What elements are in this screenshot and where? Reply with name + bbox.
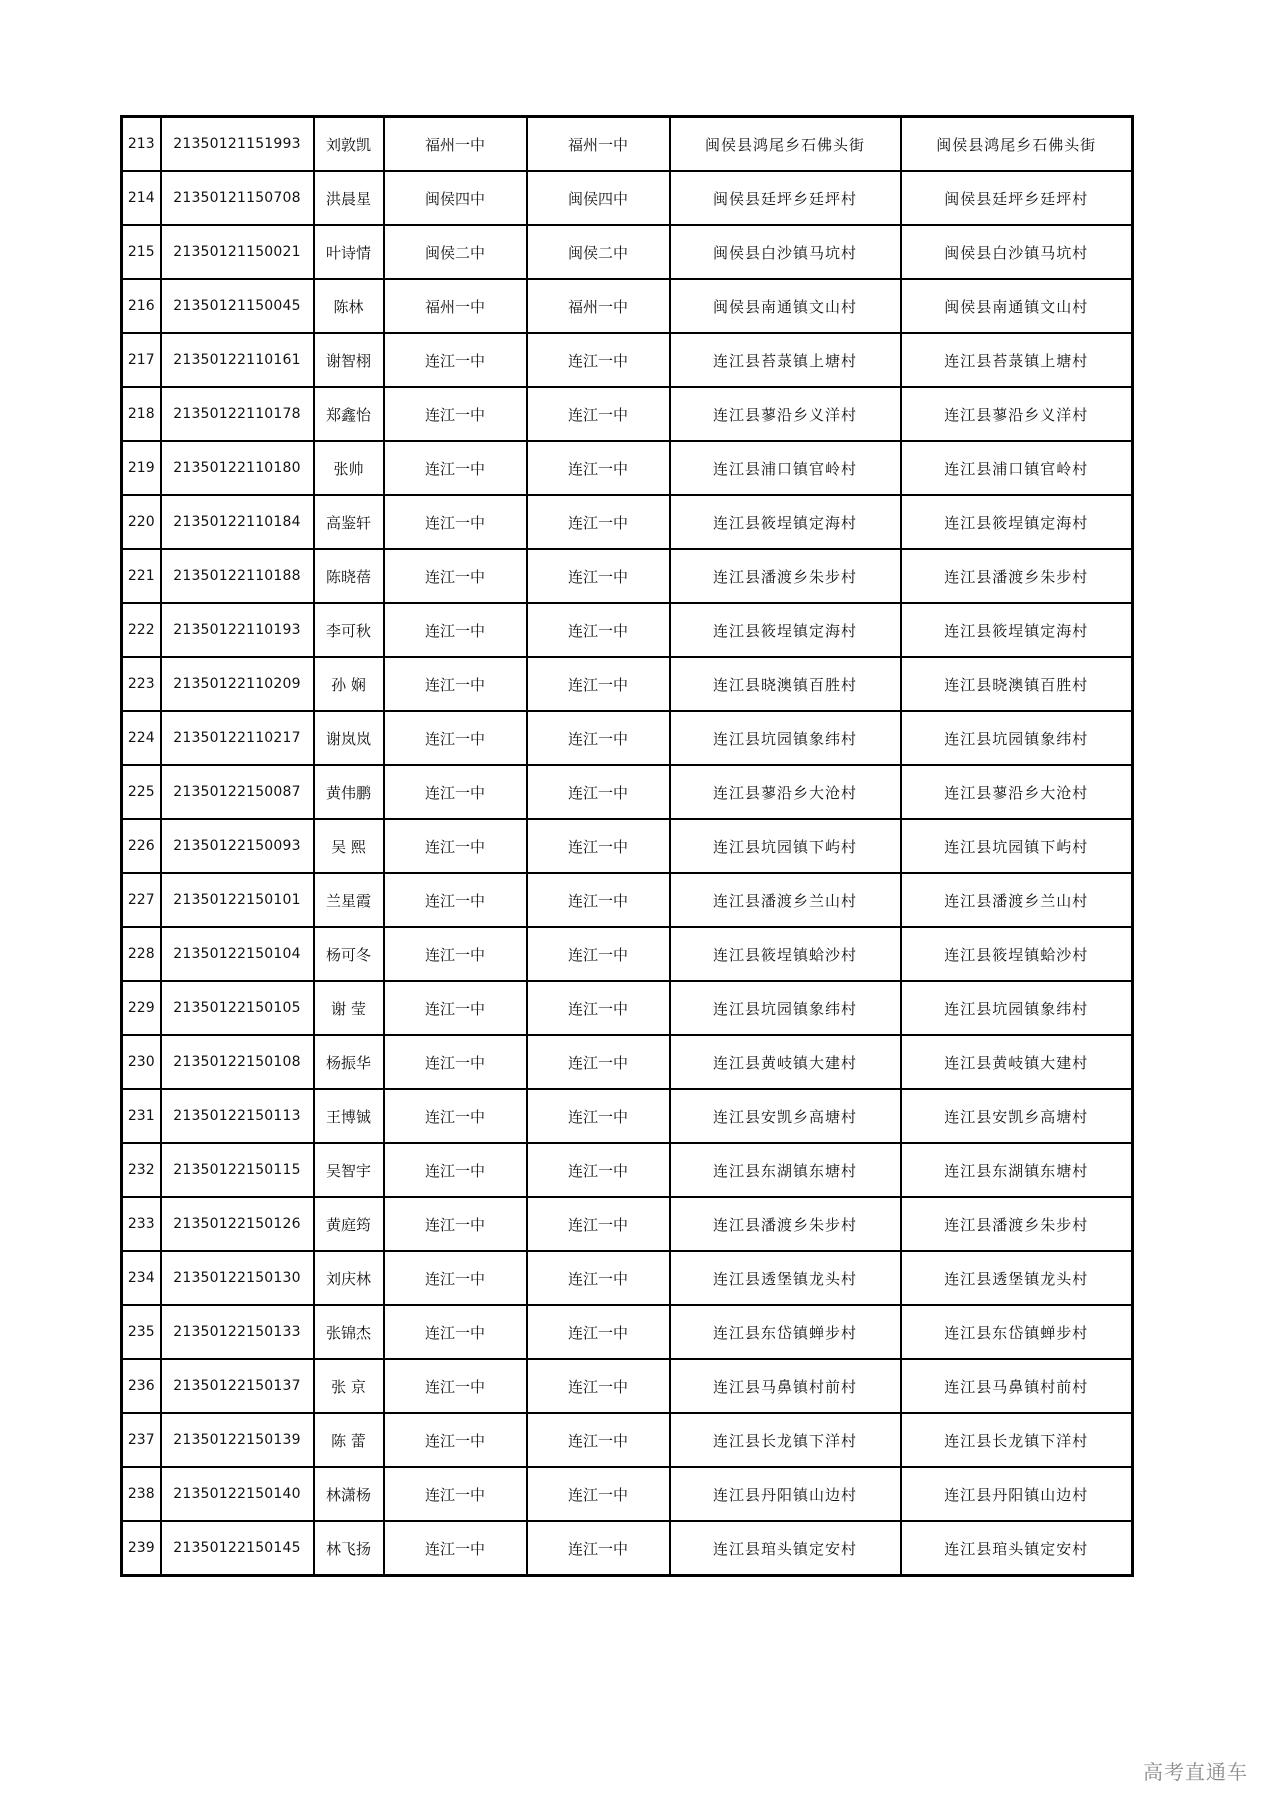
exam-id-cell: 21350122150113 [161, 1089, 314, 1143]
graduation-school-cell: 连江一中 [384, 333, 527, 387]
current-school-cell: 连江一中 [527, 819, 670, 873]
row-number-cell: 221 [122, 549, 161, 603]
home-address-cell: 连江县长龙镇下洋村 [901, 1413, 1133, 1467]
table-row [122, 225, 1133, 279]
exam-id-cell: 21350122150093 [161, 819, 314, 873]
row-number-cell: 237 [122, 1413, 161, 1467]
current-school-cell: 连江一中 [527, 711, 670, 765]
graduation-school-cell: 连江一中 [384, 819, 527, 873]
home-address-cell: 连江县蓼沿乡义洋村 [901, 387, 1133, 441]
table-row [122, 117, 1133, 172]
graduation-school-cell: 闽侯二中 [384, 225, 527, 279]
exam-id-cell: 21350122110188 [161, 549, 314, 603]
row-number-cell: 238 [122, 1467, 161, 1521]
hukou-address-cell: 连江县浦口镇官岭村 [670, 441, 901, 495]
hukou-address-cell: 连江县琯头镇定安村 [670, 1521, 901, 1576]
current-school-cell: 连江一中 [527, 1089, 670, 1143]
table-row [122, 441, 1133, 495]
current-school-cell: 连江一中 [527, 657, 670, 711]
exam-id-cell: 21350121151993 [161, 117, 314, 172]
table-row [122, 603, 1133, 657]
graduation-school-cell: 连江一中 [384, 441, 527, 495]
row-number-cell: 225 [122, 765, 161, 819]
student-name-cell: 谢岚岚 [314, 711, 384, 765]
graduation-school-cell: 连江一中 [384, 711, 527, 765]
home-address-cell: 连江县潘渡乡朱步村 [901, 1197, 1133, 1251]
hukou-address-cell: 连江县筱埕镇蛤沙村 [670, 927, 901, 981]
hukou-address-cell: 闽侯县鸿尾乡石佛头街 [670, 117, 901, 172]
exam-id-cell: 21350122150126 [161, 1197, 314, 1251]
exam-id-cell: 21350122110178 [161, 387, 314, 441]
current-school-cell: 连江一中 [527, 1197, 670, 1251]
student-name-cell: 吴 熙 [314, 819, 384, 873]
student-name-cell: 刘庆林 [314, 1251, 384, 1305]
hukou-address-cell: 连江县黄岐镇大建村 [670, 1035, 901, 1089]
hukou-address-cell: 连江县筱埕镇定海村 [670, 603, 901, 657]
table-row [122, 1143, 1133, 1197]
hukou-address-cell: 闽侯县廷坪乡廷坪村 [670, 171, 901, 225]
current-school-cell: 福州一中 [527, 117, 670, 172]
student-name-cell: 李可秋 [314, 603, 384, 657]
table-row [122, 927, 1133, 981]
row-number-cell: 230 [122, 1035, 161, 1089]
hukou-address-cell: 闽侯县南通镇文山村 [670, 279, 901, 333]
row-number-cell: 229 [122, 981, 161, 1035]
home-address-cell: 连江县黄岐镇大建村 [901, 1035, 1133, 1089]
table-row [122, 1251, 1133, 1305]
graduation-school-cell: 闽侯四中 [384, 171, 527, 225]
student-name-cell: 陈晓蓓 [314, 549, 384, 603]
table-row [122, 495, 1133, 549]
table-body [122, 117, 1133, 1576]
current-school-cell: 连江一中 [527, 1035, 670, 1089]
table-row [122, 171, 1133, 225]
current-school-cell: 连江一中 [527, 981, 670, 1035]
hukou-address-cell: 连江县苔菉镇上塘村 [670, 333, 901, 387]
hukou-address-cell: 连江县晓澳镇百胜村 [670, 657, 901, 711]
graduation-school-cell: 连江一中 [384, 1143, 527, 1197]
student-name-cell: 陈 蕾 [314, 1413, 384, 1467]
student-name-cell: 洪晨星 [314, 171, 384, 225]
home-address-cell: 连江县苔菉镇上塘村 [901, 333, 1133, 387]
exam-id-cell: 21350122150104 [161, 927, 314, 981]
row-number-cell: 216 [122, 279, 161, 333]
table-row [122, 819, 1133, 873]
row-number-cell: 228 [122, 927, 161, 981]
graduation-school-cell: 福州一中 [384, 279, 527, 333]
current-school-cell: 连江一中 [527, 927, 670, 981]
watermark-text: 高考直通车 [1143, 1760, 1248, 1784]
home-address-cell: 连江县筱埕镇蛤沙村 [901, 927, 1133, 981]
current-school-cell: 闽侯二中 [527, 225, 670, 279]
row-number-cell: 236 [122, 1359, 161, 1413]
graduation-school-cell: 连江一中 [384, 495, 527, 549]
hukou-address-cell: 连江县筱埕镇定海村 [670, 495, 901, 549]
table-row [122, 1413, 1133, 1467]
exam-id-cell: 21350122150145 [161, 1521, 314, 1576]
student-name-cell: 林潇杨 [314, 1467, 384, 1521]
table-row [122, 711, 1133, 765]
home-address-cell: 连江县马鼻镇村前村 [901, 1359, 1133, 1413]
graduation-school-cell: 连江一中 [384, 1035, 527, 1089]
graduation-school-cell: 连江一中 [384, 387, 527, 441]
current-school-cell: 闽侯四中 [527, 171, 670, 225]
row-number-cell: 235 [122, 1305, 161, 1359]
hukou-address-cell: 连江县蓼沿乡义洋村 [670, 387, 901, 441]
student-name-cell: 张 京 [314, 1359, 384, 1413]
graduation-school-cell: 连江一中 [384, 1305, 527, 1359]
current-school-cell: 连江一中 [527, 441, 670, 495]
table-row [122, 1197, 1133, 1251]
table-row [122, 1305, 1133, 1359]
graduation-school-cell: 连江一中 [384, 549, 527, 603]
table-row [122, 981, 1133, 1035]
exam-id-cell: 21350122150108 [161, 1035, 314, 1089]
student-name-cell: 陈林 [314, 279, 384, 333]
student-list-table [120, 115, 1134, 1577]
current-school-cell: 连江一中 [527, 873, 670, 927]
table-row [122, 1089, 1133, 1143]
graduation-school-cell: 连江一中 [384, 765, 527, 819]
table-row [122, 873, 1133, 927]
row-number-cell: 224 [122, 711, 161, 765]
hukou-address-cell: 连江县安凯乡高塘村 [670, 1089, 901, 1143]
hukou-address-cell: 连江县坑园镇象纬村 [670, 711, 901, 765]
current-school-cell: 连江一中 [527, 603, 670, 657]
row-number-cell: 219 [122, 441, 161, 495]
student-name-cell: 叶诗情 [314, 225, 384, 279]
graduation-school-cell: 连江一中 [384, 873, 527, 927]
home-address-cell: 连江县潘渡乡朱步村 [901, 549, 1133, 603]
table-row [122, 1521, 1133, 1576]
hukou-address-cell: 连江县东湖镇东塘村 [670, 1143, 901, 1197]
hukou-address-cell: 连江县长龙镇下洋村 [670, 1413, 901, 1467]
table-row [122, 1359, 1133, 1413]
row-number-cell: 227 [122, 873, 161, 927]
student-name-cell: 张锦杰 [314, 1305, 384, 1359]
student-name-cell: 黄伟鹏 [314, 765, 384, 819]
home-address-cell: 连江县琯头镇定安村 [901, 1521, 1133, 1576]
table-row [122, 657, 1133, 711]
home-address-cell: 连江县坑园镇象纬村 [901, 981, 1133, 1035]
graduation-school-cell: 连江一中 [384, 657, 527, 711]
exam-id-cell: 21350122150115 [161, 1143, 314, 1197]
home-address-cell: 闽侯县廷坪乡廷坪村 [901, 171, 1133, 225]
exam-id-cell: 21350122150133 [161, 1305, 314, 1359]
graduation-school-cell: 连江一中 [384, 1467, 527, 1521]
exam-id-cell: 21350122150105 [161, 981, 314, 1035]
student-name-cell: 杨可冬 [314, 927, 384, 981]
home-address-cell: 连江县筱埕镇定海村 [901, 603, 1133, 657]
table-row [122, 333, 1133, 387]
student-name-cell: 吴智宇 [314, 1143, 384, 1197]
current-school-cell: 连江一中 [527, 1305, 670, 1359]
home-address-cell: 连江县筱埕镇定海村 [901, 495, 1133, 549]
student-name-cell: 高鉴轩 [314, 495, 384, 549]
hukou-address-cell: 连江县坑园镇象纬村 [670, 981, 901, 1035]
current-school-cell: 连江一中 [527, 549, 670, 603]
home-address-cell: 闽侯县南通镇文山村 [901, 279, 1133, 333]
current-school-cell: 连江一中 [527, 387, 670, 441]
home-address-cell: 连江县东湖镇东塘村 [901, 1143, 1133, 1197]
row-number-cell: 231 [122, 1089, 161, 1143]
hukou-address-cell: 连江县潘渡乡朱步村 [670, 549, 901, 603]
hukou-address-cell: 闽侯县白沙镇马坑村 [670, 225, 901, 279]
student-name-cell: 张帅 [314, 441, 384, 495]
current-school-cell: 福州一中 [527, 279, 670, 333]
row-number-cell: 233 [122, 1197, 161, 1251]
current-school-cell: 连江一中 [527, 765, 670, 819]
student-name-cell: 谢智栩 [314, 333, 384, 387]
home-address-cell: 连江县透堡镇龙头村 [901, 1251, 1133, 1305]
row-number-cell: 220 [122, 495, 161, 549]
row-number-cell: 215 [122, 225, 161, 279]
graduation-school-cell: 连江一中 [384, 927, 527, 981]
exam-id-cell: 21350122150130 [161, 1251, 314, 1305]
row-number-cell: 214 [122, 171, 161, 225]
row-number-cell: 239 [122, 1521, 161, 1576]
hukou-address-cell: 连江县潘渡乡兰山村 [670, 873, 901, 927]
graduation-school-cell: 连江一中 [384, 1413, 527, 1467]
current-school-cell: 连江一中 [527, 1251, 670, 1305]
home-address-cell: 连江县丹阳镇山边村 [901, 1467, 1133, 1521]
graduation-school-cell: 连江一中 [384, 1251, 527, 1305]
hukou-address-cell: 连江县马鼻镇村前村 [670, 1359, 901, 1413]
student-name-cell: 郑鑫怡 [314, 387, 384, 441]
exam-id-cell: 21350122110217 [161, 711, 314, 765]
exam-id-cell: 21350121150708 [161, 171, 314, 225]
home-address-cell: 连江县东岱镇蝉步村 [901, 1305, 1133, 1359]
home-address-cell: 连江县坑园镇象纬村 [901, 711, 1133, 765]
exam-id-cell: 21350122110180 [161, 441, 314, 495]
exam-id-cell: 21350122150087 [161, 765, 314, 819]
exam-id-cell: 21350121150045 [161, 279, 314, 333]
home-address-cell: 连江县安凯乡高塘村 [901, 1089, 1133, 1143]
current-school-cell: 连江一中 [527, 1413, 670, 1467]
row-number-cell: 223 [122, 657, 161, 711]
current-school-cell: 连江一中 [527, 333, 670, 387]
current-school-cell: 连江一中 [527, 1521, 670, 1576]
row-number-cell: 217 [122, 333, 161, 387]
row-number-cell: 234 [122, 1251, 161, 1305]
row-number-cell: 213 [122, 117, 161, 172]
table-row [122, 549, 1133, 603]
table-row [122, 1467, 1133, 1521]
exam-id-cell: 21350122150140 [161, 1467, 314, 1521]
hukou-address-cell: 连江县东岱镇蝉步村 [670, 1305, 901, 1359]
home-address-cell: 连江县晓澳镇百胜村 [901, 657, 1133, 711]
row-number-cell: 226 [122, 819, 161, 873]
graduation-school-cell: 连江一中 [384, 1089, 527, 1143]
hukou-address-cell: 连江县潘渡乡朱步村 [670, 1197, 901, 1251]
student-name-cell: 王博铖 [314, 1089, 384, 1143]
home-address-cell: 连江县潘渡乡兰山村 [901, 873, 1133, 927]
row-number-cell: 218 [122, 387, 161, 441]
home-address-cell: 连江县浦口镇官岭村 [901, 441, 1133, 495]
table-row [122, 387, 1133, 441]
graduation-school-cell: 连江一中 [384, 981, 527, 1035]
student-name-cell: 黄庭筠 [314, 1197, 384, 1251]
exam-id-cell: 21350121150021 [161, 225, 314, 279]
table-row [122, 765, 1133, 819]
exam-id-cell: 21350122150101 [161, 873, 314, 927]
home-address-cell: 连江县蓼沿乡大沧村 [901, 765, 1133, 819]
hukou-address-cell: 连江县坑园镇下屿村 [670, 819, 901, 873]
current-school-cell: 连江一中 [527, 1143, 670, 1197]
student-name-cell: 兰星霞 [314, 873, 384, 927]
row-number-cell: 222 [122, 603, 161, 657]
exam-id-cell: 21350122110209 [161, 657, 314, 711]
exam-id-cell: 21350122150139 [161, 1413, 314, 1467]
graduation-school-cell: 福州一中 [384, 117, 527, 172]
table-row [122, 279, 1133, 333]
student-name-cell: 杨振华 [314, 1035, 384, 1089]
exam-id-cell: 21350122110161 [161, 333, 314, 387]
graduation-school-cell: 连江一中 [384, 1197, 527, 1251]
home-address-cell: 闽侯县白沙镇马坑村 [901, 225, 1133, 279]
hukou-address-cell: 连江县透堡镇龙头村 [670, 1251, 901, 1305]
hukou-address-cell: 连江县丹阳镇山边村 [670, 1467, 901, 1521]
exam-id-cell: 21350122110193 [161, 603, 314, 657]
graduation-school-cell: 连江一中 [384, 603, 527, 657]
student-name-cell: 林飞扬 [314, 1521, 384, 1576]
table-row [122, 1035, 1133, 1089]
current-school-cell: 连江一中 [527, 495, 670, 549]
student-name-cell: 孙 娴 [314, 657, 384, 711]
student-name-cell: 刘敦凯 [314, 117, 384, 172]
current-school-cell: 连江一中 [527, 1467, 670, 1521]
student-name-cell: 谢 莹 [314, 981, 384, 1035]
current-school-cell: 连江一中 [527, 1359, 670, 1413]
exam-id-cell: 21350122150137 [161, 1359, 314, 1413]
row-number-cell: 232 [122, 1143, 161, 1197]
graduation-school-cell: 连江一中 [384, 1521, 527, 1576]
graduation-school-cell: 连江一中 [384, 1359, 527, 1413]
home-address-cell: 闽侯县鸿尾乡石佛头街 [901, 117, 1133, 172]
exam-id-cell: 21350122110184 [161, 495, 314, 549]
hukou-address-cell: 连江县蓼沿乡大沧村 [670, 765, 901, 819]
home-address-cell: 连江县坑园镇下屿村 [901, 819, 1133, 873]
